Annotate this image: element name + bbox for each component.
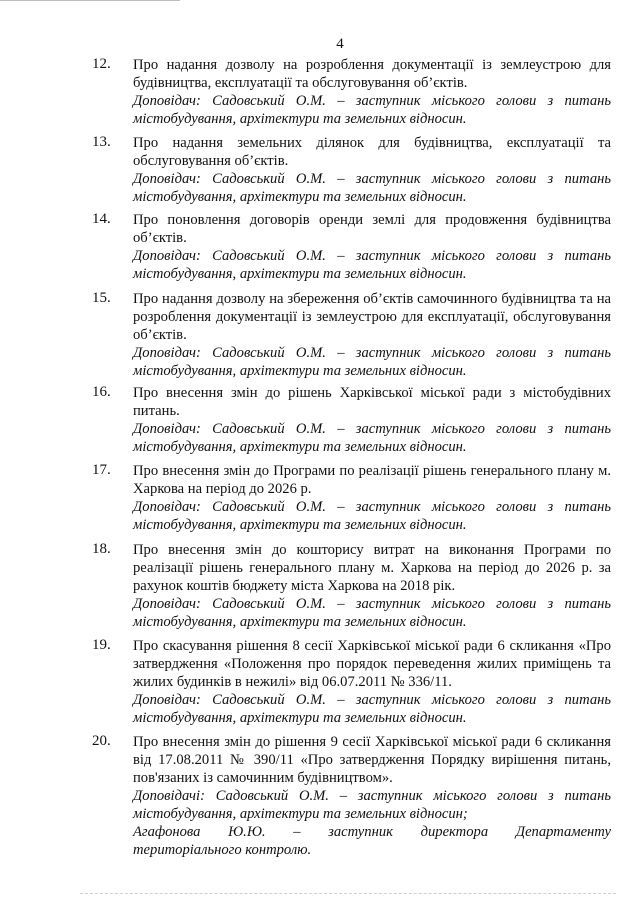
item-number: 12.: [92, 56, 111, 72]
item-title: Про надання земельних ділянок для будівництва, експлуатації та обслуговування об’єктів.: [133, 135, 611, 169]
speaker2-word: –: [293, 824, 301, 840]
item-number: 14.: [92, 211, 111, 227]
item-speaker: Доповідач: Садовський О.М. – заступник міського голови з питань містобудування, архітектури та земельних відносин.: [133, 499, 611, 533]
speaker2-word: заступник: [328, 824, 393, 840]
item-title: Про надання дозволу на збереження об’єктів самочинного будівництва та на розроблення документації із землеустрою для експлуатації, обслуговування об’єктів.: [133, 291, 611, 343]
speaker2-word: директора: [420, 824, 489, 840]
item-number: 16.: [92, 384, 111, 400]
item-number: 13.: [92, 134, 111, 150]
item-speaker: Доповідач: Садовський О.М. – заступник міського голови з питань містобудування, архітектури та земельних відносин.: [133, 93, 611, 127]
item-speaker: Доповідач: Садовський О.М. – заступник міського голови з питань містобудування, архітектури та земельних відносин.: [133, 596, 611, 630]
item-title: Про внесення змін до кошторису витрат на виконання Програми по реалізації рішень генерального плану м. Харкова на період до 2026 р. за рахунок коштів бюджету міста Харкова на 2018 рік.: [133, 542, 611, 594]
item-speaker: Доповідач: Садовський О.М. – заступник міського голови з питань містобудування, архітектури та земельних відносин.: [133, 692, 611, 726]
speaker2-word: Департаменту: [515, 824, 611, 840]
item-title: Про надання дозволу на розроблення документації із землеустрою для будівництва, експлуатації та обслуговування об’єктів.: [133, 57, 611, 91]
item-number: 20.: [92, 733, 111, 749]
item-title: Про поновлення договорів оренди землі для продовження будівництва об’єктів.: [133, 212, 611, 246]
speaker2-word: Агафонова: [133, 824, 201, 840]
item-number: 18.: [92, 541, 111, 557]
item-speaker-second: [133, 823, 611, 841]
item-speaker: Доповідач: Садовський О.М. – заступник міського голови з питань містобудування, архітектури та земельних відносин.: [133, 421, 611, 455]
item-speaker-second-cont: територіального контролю.: [133, 842, 312, 858]
item-number: 17.: [92, 462, 111, 478]
item-number: 15.: [92, 290, 111, 306]
item-title: Про скасування рішення 8 сесії Харківської міської ради 6 скликання «Про затвердження «Положення про порядок переведення жилих приміщень та жилих будинків в нежилі» від 06.07.2011 № 336/11.: [133, 638, 611, 690]
item-speaker: Доповідач: Садовський О.М. – заступник міського голови з питань містобудування, архітектури та земельних відносин.: [133, 345, 611, 379]
scan-bottom-line: [80, 893, 616, 894]
item-number: 19.: [92, 637, 111, 653]
scan-top-line: [0, 0, 180, 1]
item-title: Про внесення змін до рішень Харківської міської ради з містобудівних питань.: [133, 385, 611, 419]
item-title: Про внесення змін до рішення 9 сесії Харківської міської ради 6 скликання від 17.08.2011 № 390/11 «Про затвердження Порядку вирішення питань, пов'язаних із самочинним будівництвом».: [133, 734, 611, 786]
item-speaker: Доповідачі: Садовський О.М. – заступник міського голови з питань містобудування, архітектури та земельних відносин;: [133, 788, 611, 822]
item-speaker: Доповідач: Садовський О.М. – заступник міського голови з питань містобудування, архітектури та земельних відносин.: [133, 248, 611, 282]
item-speaker: Доповідач: Садовський О.М. – заступник міського голови з питань містобудування, архітектури та земельних відносин.: [133, 171, 611, 205]
speaker2-word: Ю.Ю.: [228, 824, 266, 840]
page-number: 4: [336, 36, 344, 52]
item-title: Про внесення змін до Програми по реалізації рішень генерального плану м. Харкова на період до 2026 р.: [133, 463, 611, 497]
